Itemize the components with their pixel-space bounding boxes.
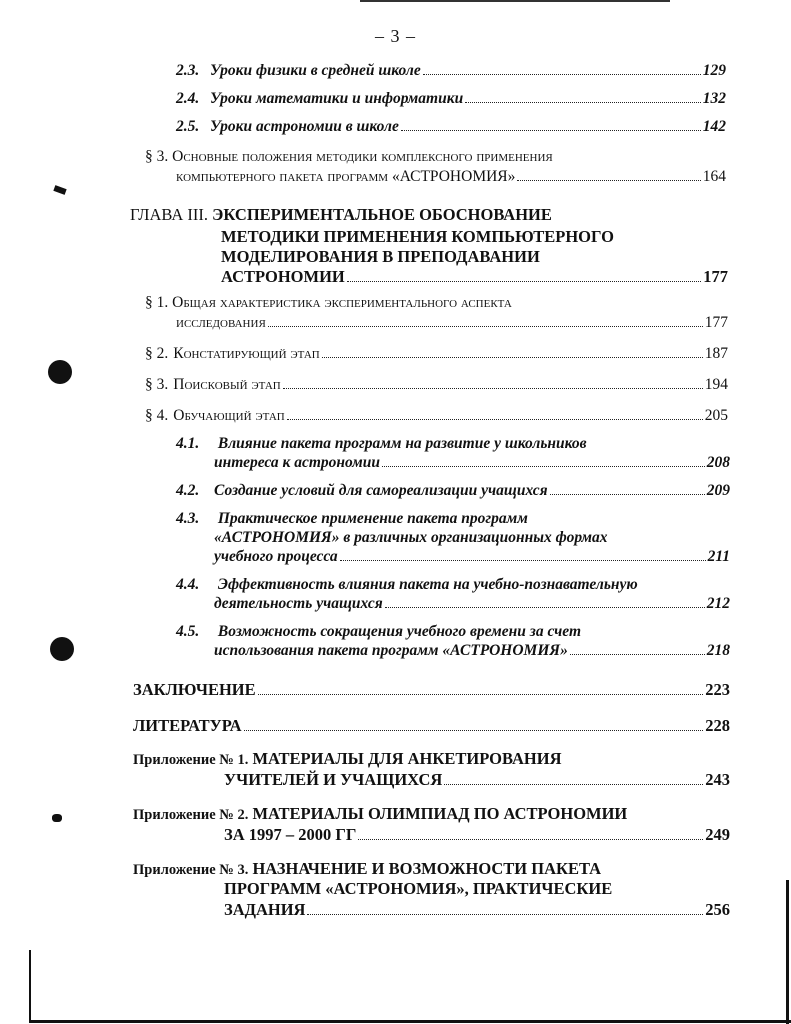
entry-title-cont: компьютерного пакета программ «АСТРОНОМИЯ» — [176, 168, 516, 185]
entry-page: 228 — [705, 716, 730, 735]
entry-number: 4.3. — [176, 510, 200, 527]
toc-section-1-line1 — [145, 294, 512, 312]
entry-page: 249 — [705, 825, 730, 844]
entry-number: 4.4. — [176, 576, 200, 593]
toc-section-3-line2 — [176, 168, 726, 186]
entry-title: Создание условий для самореализации учащихся — [214, 482, 548, 499]
toc-entry-2-4 — [176, 90, 726, 108]
entry-number: § 3. — [145, 376, 169, 393]
entry-page: 212 — [706, 595, 730, 612]
entry-title: Обучающий этап — [173, 407, 285, 424]
entry-number: 4.2. — [176, 482, 200, 499]
appendix-title: МАТЕРИАЛЫ ДЛЯ АНКЕТИРОВАНИЯ — [252, 749, 562, 768]
punch-hole-1 — [48, 360, 72, 384]
toc-appendix-1-line1 — [133, 749, 561, 769]
appendix-label: Приложение № 1. — [133, 752, 249, 768]
chapter-title-line2: МЕТОДИКИ ПРИМЕНЕНИЯ КОМПЬЮТЕРНОГО — [221, 227, 614, 246]
scan-mark-1 — [53, 185, 66, 195]
toc-entry-4-2 — [176, 482, 730, 500]
entry-number: § 4. — [145, 407, 169, 424]
toc-section-3-line1 — [145, 148, 553, 166]
entry-page: 142 — [702, 118, 726, 135]
dot-leader — [347, 281, 702, 282]
page-number: – 3 – — [375, 26, 416, 46]
toc-entry-4-3-line2: «АСТРОНОМИЯ» в различных организационных формах — [214, 529, 608, 546]
toc-entry-4-5-line1 — [176, 623, 581, 641]
dot-leader — [322, 357, 703, 358]
entry-title: Констатирующий этап — [173, 345, 320, 362]
entry-page: 132 — [702, 90, 726, 107]
dot-leader — [258, 694, 704, 695]
entry-number: § 1. — [145, 294, 169, 311]
entry-page: 256 — [705, 900, 730, 919]
toc-appendix-3-line1 — [133, 859, 601, 879]
entry-page: 211 — [707, 548, 730, 565]
entry-page: 129 — [702, 62, 726, 79]
dot-leader — [307, 914, 703, 915]
dot-leader — [283, 388, 703, 389]
toc-section-1-line2 — [176, 314, 728, 332]
entry-title-cont: учебного процесса — [214, 548, 338, 565]
entry-title: Общая характеристика экспериментального аспекта — [172, 294, 512, 311]
chapter-title-line4 — [221, 267, 728, 287]
entry-page: 243 — [705, 770, 730, 789]
dot-leader — [465, 102, 701, 103]
entry-title: Уроки математики и информатики — [210, 90, 464, 107]
toc-entry-4-4-line1 — [176, 576, 638, 594]
entry-title: ЛИТЕРАТУРА — [133, 716, 242, 735]
appendix-title-cont: ЗАДАНИЯ — [224, 900, 306, 919]
appendix-label: Приложение № 2. — [133, 807, 249, 823]
entry-number: 2.5. — [176, 118, 200, 135]
dot-leader — [550, 494, 705, 495]
entry-title: ЗАКЛЮЧЕНИЕ — [133, 680, 256, 699]
entry-number: 2.3. — [176, 62, 200, 79]
appendix-label: Приложение № 3. — [133, 862, 249, 878]
entry-title-cont: интереса к астрономии — [214, 454, 381, 471]
toc-appendix-3-line3 — [224, 900, 730, 920]
dot-leader — [358, 839, 703, 840]
toc-entry-4-3-line3 — [214, 548, 730, 566]
toc-entry-4-4-line2 — [214, 595, 730, 613]
entry-title: Эффективность влияния пакета на учебно-познавательную — [217, 576, 638, 593]
entry-title: Поисковый этап — [173, 376, 281, 393]
entry-page: 177 — [704, 314, 728, 331]
toc-appendix-1-line2 — [224, 770, 730, 790]
toc-section-2 — [145, 345, 728, 363]
toc-appendix-3-line2: ПРОГРАММ «АСТРОНОМИЯ», ПРАКТИЧЕСКИЕ — [224, 879, 613, 898]
entry-number: 4.1. — [176, 435, 200, 452]
toc-entry-4-5-line2 — [214, 642, 730, 660]
entry-title: Практическое применение пакета программ — [217, 510, 528, 527]
scan-edge-top — [360, 0, 670, 2]
punch-hole-2 — [50, 637, 74, 661]
entry-number: 4.5. — [176, 623, 200, 640]
entry-page: 209 — [706, 482, 730, 499]
toc-entry-2-3 — [176, 62, 726, 80]
chapter-title-end: АСТРОНОМИИ — [221, 267, 345, 286]
entry-title: Уроки физики в средней школе — [210, 62, 421, 79]
entry-page: 208 — [706, 454, 730, 471]
dot-leader — [401, 130, 701, 131]
scan-mark-2 — [52, 814, 62, 822]
entry-title: Основные положения методики комплексного применения — [172, 148, 553, 165]
entry-title-cont: использования пакета программ «АСТРОНОМИЯ» — [214, 642, 568, 659]
dot-leader — [570, 654, 705, 655]
appendix-title: МАТЕРИАЛЫ ОЛИМПИАД ПО АСТРОНОМИИ — [252, 804, 628, 823]
toc-entry-4-1-line2 — [214, 454, 730, 472]
entry-title: Уроки астрономии в школе — [210, 118, 399, 135]
entry-page: 223 — [705, 680, 730, 699]
entry-title: Возможность сокращения учебного времени за счет — [217, 623, 581, 640]
toc-appendix-2-line1 — [133, 804, 627, 824]
entry-title: Влияние пакета программ на развитие у школьников — [217, 435, 587, 452]
dot-leader — [517, 180, 700, 181]
scan-edge-bottom — [29, 1020, 791, 1023]
scan-edge-left — [29, 950, 31, 1022]
appendix-title-cont: УЧИТЕЛЕЙ И УЧАЩИХСЯ — [224, 770, 443, 789]
entry-title-cont: исследования — [176, 314, 266, 331]
dot-leader — [287, 419, 703, 420]
chapter-label: ГЛАВА III. — [130, 205, 209, 224]
entry-number: § 3. — [145, 148, 169, 165]
entry-number: § 2. — [145, 345, 169, 362]
toc-entry-4-1-line1 — [176, 435, 587, 453]
appendix-title-cont: ЗА 1997 – 2000 ГГ — [224, 825, 357, 844]
entry-number: 2.4. — [176, 90, 200, 107]
toc-section-4 — [145, 407, 728, 425]
toc-appendix-2-line2 — [224, 825, 730, 845]
chapter-3-heading — [130, 205, 552, 225]
dot-leader — [444, 784, 703, 785]
toc-section-3b — [145, 376, 728, 394]
entry-page: 194 — [704, 376, 728, 393]
dot-leader — [423, 74, 701, 75]
dot-leader — [244, 730, 704, 731]
dot-leader — [385, 607, 705, 608]
appendix-title: НАЗНАЧЕНИЕ И ВОЗМОЖНОСТИ ПАКЕТА — [252, 859, 602, 878]
chapter-title-line3: МОДЕЛИРОВАНИЯ В ПРЕПОДАВАНИИ — [221, 247, 540, 266]
toc-entry-4-3-line1 — [176, 510, 528, 528]
scan-edge-right — [786, 880, 789, 1024]
dot-leader — [268, 326, 703, 327]
entry-title-cont: деятельность учащихся — [214, 595, 383, 612]
entry-page: 187 — [704, 345, 728, 362]
entry-page: 164 — [702, 168, 726, 185]
chapter-title-line1: ЭКСПЕРИМЕНТАЛЬНОЕ ОБОСНОВАНИЕ — [212, 205, 552, 224]
toc-literature — [133, 716, 730, 736]
entry-page: 177 — [703, 267, 728, 286]
dot-leader — [382, 466, 705, 467]
toc-entry-2-5 — [176, 118, 726, 136]
entry-page: 218 — [706, 642, 730, 659]
entry-page: 205 — [704, 407, 728, 424]
toc-conclusion — [133, 680, 730, 700]
dot-leader — [340, 560, 706, 561]
